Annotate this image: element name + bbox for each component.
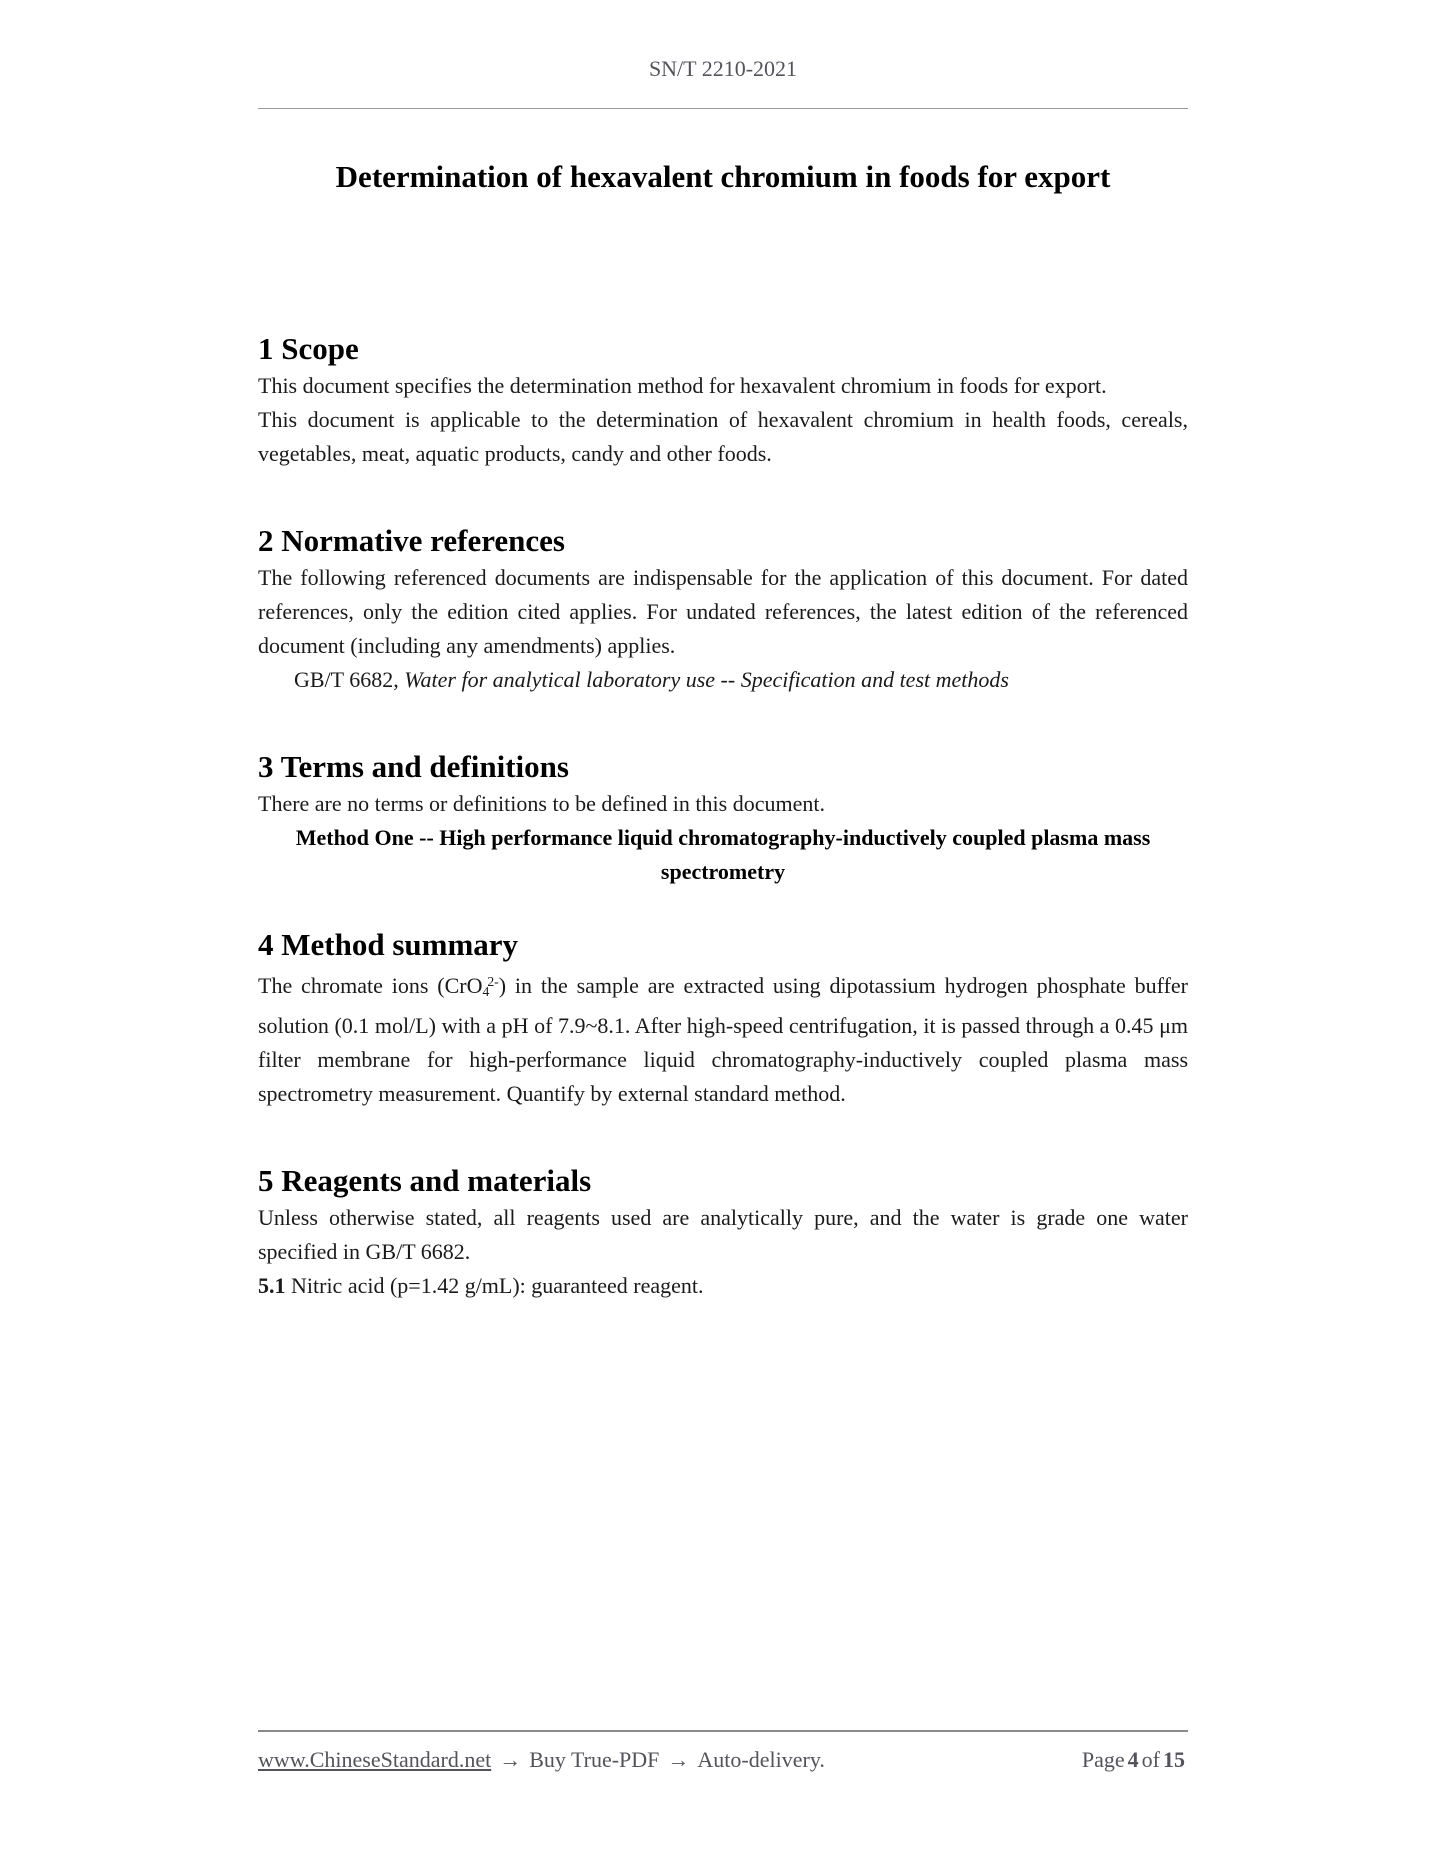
terms-paragraph: There are no terms or definitions to be defined in this document.	[258, 791, 825, 816]
document-title: Determination of hexavalent chromium in foods for export	[335, 159, 1111, 194]
page-current: 4	[1127, 1747, 1139, 1772]
section-heading-terms-definitions: 3 Terms and definitions	[258, 749, 569, 784]
chinesestandard-link[interactable]: www.ChineseStandard.net	[258, 1747, 492, 1772]
method-one-heading: Method One -- High performance liquid chromatography-inductively coupled plasma mass spectrometry	[295, 825, 1151, 884]
page-total: 15	[1163, 1747, 1185, 1772]
footer-left	[258, 1746, 825, 1774]
method-summary-paragraph	[258, 965, 1188, 1111]
scope-paragraph-2: This document is applicable to the determination of hexavalent chromium in health foods, cereals, vegetables, meat, aquatic products, candy and other foods.	[258, 407, 1188, 466]
section-heading-method-summary: 4 Method summary	[258, 927, 519, 962]
reagent-item-number: 5.1	[258, 1273, 286, 1299]
formula-suffix-text: ) in the sample are extracted using dipotassium hydrogen phosphate buffer solution (0.1 mol/L) with a pH of 7.9~8.1. After high-speed centrifugation, it is passed through a 0.45 μm filter membrane for high-performance liquid chromatography-inductively coupled plasma mass spectrometry measurement. Quantify by external standard method.	[258, 972, 1189, 1107]
scope-paragraph-1: This document specifies the determination method for hexavalent chromium in foods for export.	[258, 373, 1107, 398]
section-heading-reagents-materials: 5 Reagents and materials	[258, 1163, 592, 1199]
of-label: of	[1141, 1747, 1160, 1772]
footer-buy-text: Buy True-PDF	[529, 1747, 660, 1772]
section-heading-normative-references: 2 Normative references	[258, 523, 565, 558]
page-label: Page	[1081, 1747, 1125, 1772]
reference-number: GB/T 6682,	[294, 667, 405, 692]
page-content	[258, 0, 1188, 1303]
page-footer	[258, 1730, 1188, 1774]
formula-superscript: 2-	[487, 974, 499, 989]
section-heading-scope: 1 Scope	[258, 331, 359, 366]
arrow-icon: →	[667, 1747, 690, 1772]
normative-references-paragraph: The following referenced documents are indispensable for the application of this document. For dated references, only the edition cited applies. For undated references, the latest edition of the referenced document (including any amendments) applies.	[258, 565, 1188, 658]
reagent-item-5-1	[258, 1269, 1188, 1303]
formula-subscript: 4	[482, 984, 490, 1000]
reagent-item-text: Nitric acid (p=1.42 g/mL): guaranteed reagent.	[285, 1273, 704, 1299]
formula-prefix-text: The chromate ions (CrO	[258, 972, 483, 998]
page-number-indicator	[1082, 1746, 1188, 1774]
reagents-paragraph: Unless otherwise stated, all reagents used are analytically pure, and the water is grade one water specified in GB/T 6682.	[258, 1205, 1188, 1265]
footer-delivery-text: Auto-delivery.	[697, 1747, 825, 1772]
header-rule	[258, 108, 1188, 109]
reference-title: Water for analytical laboratory use -- Specification and test methods	[404, 667, 1009, 692]
arrow-icon: →	[499, 1747, 522, 1772]
running-header-doc-number: SN/T 2210-2021	[648, 56, 798, 81]
reference-entry	[258, 663, 1188, 697]
